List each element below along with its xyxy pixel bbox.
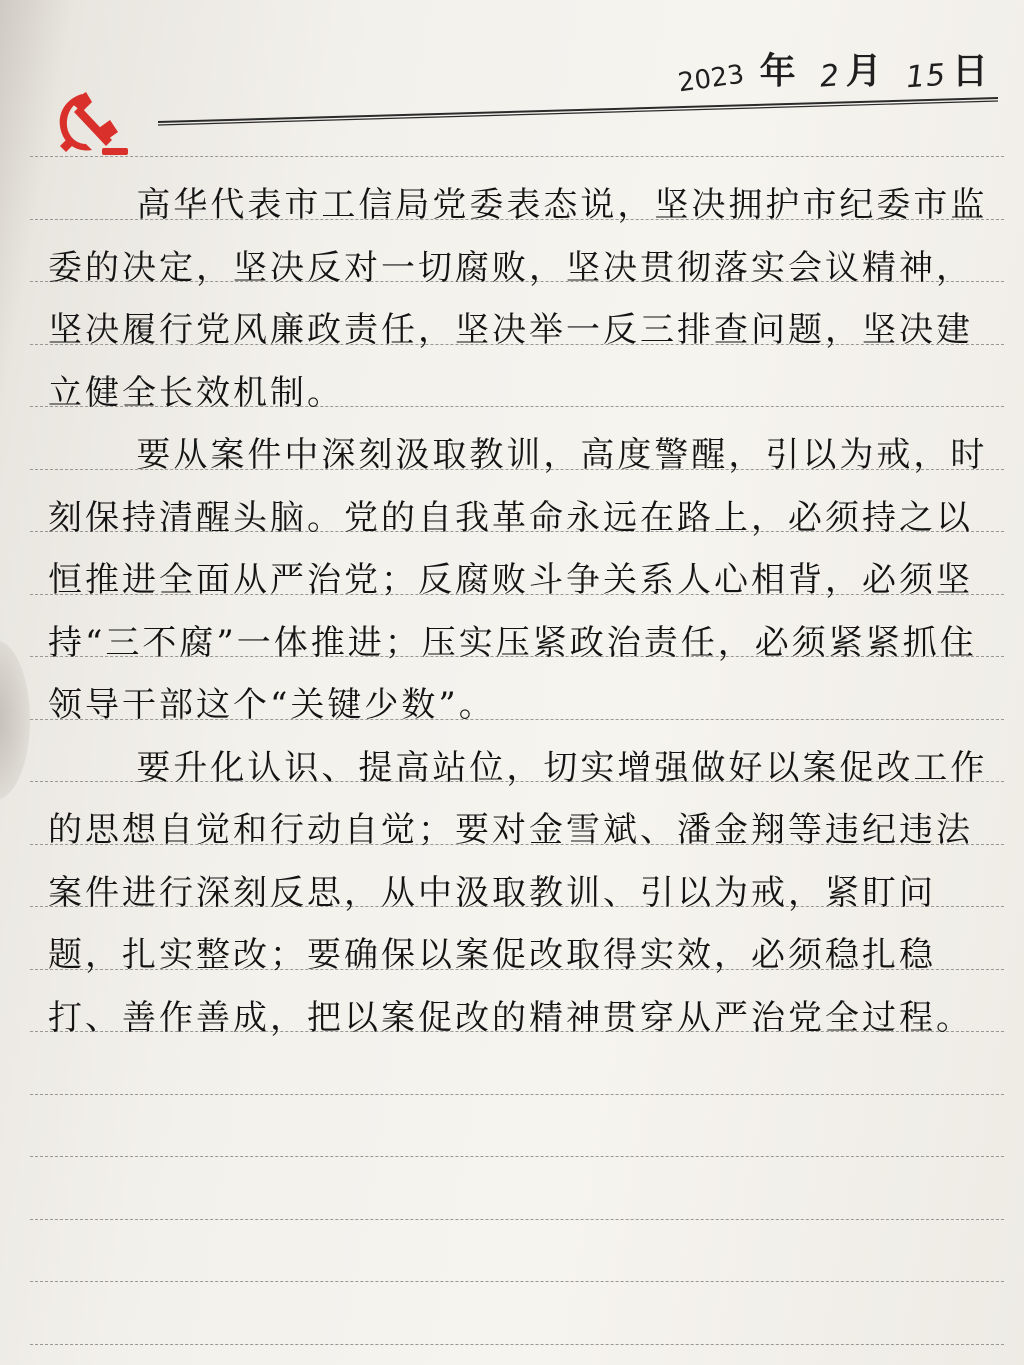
date-month: 2 — [818, 58, 841, 95]
date-day-unit: 日 — [951, 51, 988, 92]
date-month-unit: 月 — [845, 51, 882, 92]
thumb-shadow — [0, 640, 30, 800]
handwritten-text — [48, 174, 998, 1049]
date-day: 15 — [904, 57, 948, 96]
header-rule — [158, 96, 998, 126]
date-year: 2023 — [675, 59, 746, 99]
ruled-line — [30, 1344, 1004, 1345]
date-heading — [675, 42, 989, 99]
ruled-line — [30, 1156, 1004, 1157]
ruled-line — [30, 1219, 1004, 1220]
ruled-line — [30, 1094, 1004, 1095]
paragraph: 要从案件中深刻汲取教训，高度警醒，引以为戒，时刻保持清醒头脑。党的自我革命永远在路上，必须持之以恒推进全面从严治党；反腐败斗争关系人心相背，必须坚持“三不腐”一体推进；压实压紧政治责任，必须紧紧抓住领导干部这个“关键少数”。 — [48, 435, 988, 725]
ruled-line — [30, 156, 1004, 157]
paragraph: 高华代表市工信局党委表态说，坚决拥护市纪委市监委的决定，坚决反对一切腐败，坚决贯彻落实会议精神，坚决履行党风廉政责任，坚决举一反三排查问题，坚决建立健全长效机制。 — [48, 185, 988, 413]
paragraph: 要升化认识、提高站位，切实增强做好以案促改工作的思想自觉和行动自觉；要对金雪斌、潘金翔等违纪违法案件进行深刻反思，从中汲取教训、引以为戒，紧盯问题，扎实整改；要确保以案促改取得实效，必须稳扎稳打、善作善成，把以案促改的精神贯穿从严治党全过程。 — [48, 747, 988, 1038]
party-emblem-icon — [52, 90, 134, 160]
date-year-unit: 年 — [759, 51, 796, 92]
ruled-line — [30, 1281, 1004, 1282]
